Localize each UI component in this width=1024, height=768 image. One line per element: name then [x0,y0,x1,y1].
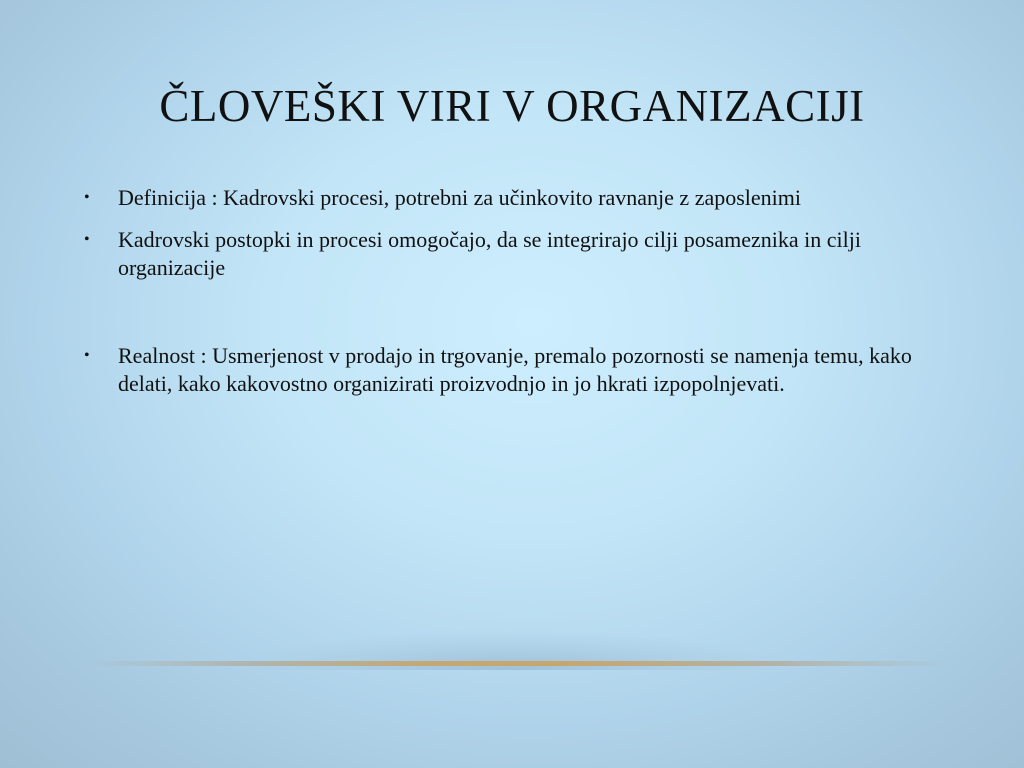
bullet-text: Definicija : Kadrovski procesi, potrebni za učinkovito ravnanje z zaposlenimi [118,185,801,210]
bullet-item-definition [78,184,938,212]
bullet-text: Realnost : Usmerjenost v prodajo in trgovanje, premalo pozornosti se namenja temu, kako delati, kako kakovostno organizirati proizvodnjo in jo hkrati izpopolnjevati. [118,343,912,396]
bullet-marker: • [84,189,90,206]
decorative-divider-line [80,661,950,666]
bullet-item-processes [78,226,938,282]
decorative-glow [150,580,874,670]
bullet-text: Kadrovski postopki in procesi omogočajo, da se integrirajo cilji posameznika in cilji organizacije [118,227,861,280]
bullet-list [78,184,938,398]
slide-title: ČLOVEŠKI VIRI V ORGANIZACIJI [159,81,865,131]
bullet-marker: • [84,231,90,248]
bullet-marker: • [84,347,90,364]
bullet-item-reality [78,342,938,398]
